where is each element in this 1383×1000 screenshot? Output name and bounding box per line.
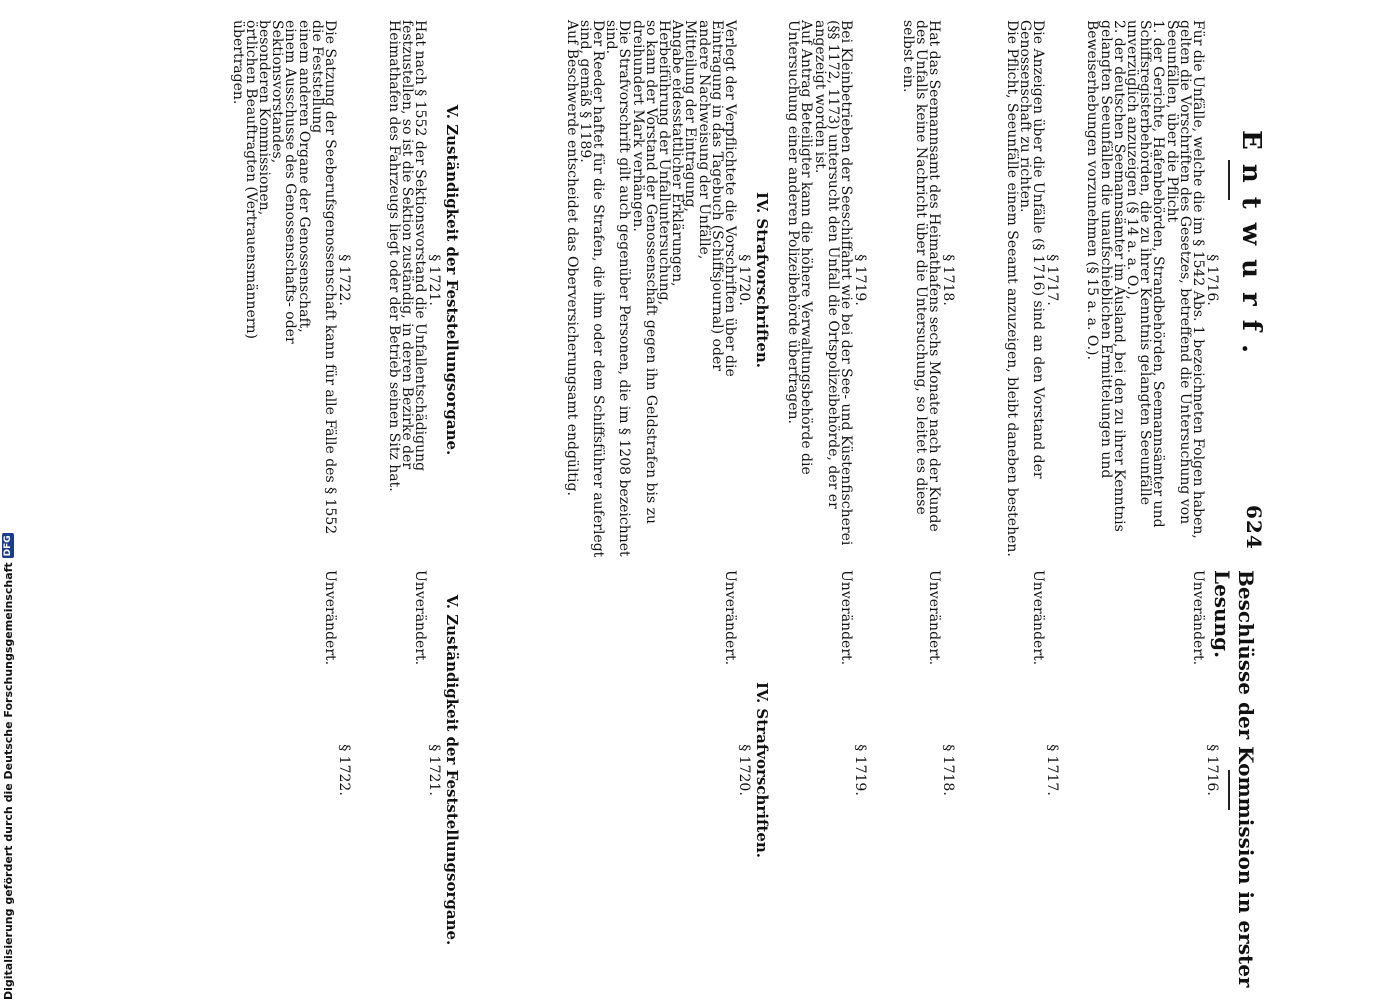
left-s1718-text: Hat das Seemannsamt des Heimathafens sechs Monate nach der Kunde des Unfalls keine Nachricht über die Untersuchung, so leitet es diese selbst ein. [899,20,942,532]
right-s1721-text: Unverändert. [412,570,428,666]
rotated-document-page [60,0,1280,1000]
right-s1716-title: § 1716. [1204,744,1220,796]
right-iv-title: IV. Strafvorschriften. [753,681,771,859]
right-s1716-text: Unverändert. [1190,570,1206,666]
right-v-title: V. Zuständigkeit der Feststellungsorgane. [443,594,461,946]
left-s1719-title: § 1719. [852,254,868,306]
heading-rule-left [1228,160,1230,200]
left-s1722-text: Die Satzung der Seeberufsgenossenschaft kann für alle Fälle des § 1552 die Feststellung einem anderen Organe der Genossenschaft, einem Ausschusse des Genossenschafts- oder Sektionsvorstandes, besonderen Kommissionen, örtlichen Beauftragten (Vertrauensmännern) übertragen. [229,20,338,535]
right-s1719-title: § 1719. [852,744,868,796]
left-s1721-text: Hat nach § 1552 der Sektionsvorstand die Unfallentschädigung festzustellen, so ist die Sektion zuständig, in deren Bezirke der Heimathafen des Fahrzeugs liegt oder der Betrieb seinen Sitz hat. [385,20,428,492]
right-s1717-title: § 1717. [1044,744,1060,796]
left-s1717-text: Die Anzeigen über die Unfälle (§ 1716) sind an den Vorstand der Genossenschaft zu richten. Die Pflicht, Seeunfälle einem Seeamt anzuzeigen, bleibt daneben bestehen. [1003,20,1046,557]
left-s1718-title: § 1718. [940,254,956,306]
left-s1721-title: § 1721. [426,254,442,306]
left-s1720-title: § 1720. [736,254,752,306]
left-iv-title: IV. Strafvorschriften. [753,191,771,369]
right-s1722-text: Unverändert. [322,570,338,666]
right-s1718-title: § 1718. [940,744,956,796]
left-s1716-text: Für die Unfälle, welche die im § 1542 Abs. 1 bezeichneten Folgen haben, gelten die Vorschriften des Gesetzes, betreffend die Untersuchung von Seeunfällen, über die Pflicht 1. der Gerichte, Hafenbehörden, Strandbehörden, Seemannsämter und Schiffsregisterbehörden, die zu ihrer Kenntnis gelangten Seeunfälle unverzüglich anzuzeigen (§ 14 a. a. O.), 2. der deutschen Seemannsämter im Ausland, bei den zu ihrer Kenntnis gelangten Seeunfällen die unaufschieblichen Ermittelungen und Beweiserhebungen vorzunehmen (§ 15 a. a. O.). [1084,20,1206,539]
digitization-footer [0,0,16,1000]
right-s1722-title: § 1722. [336,744,352,796]
right-s1719-text: Unverändert. [838,570,854,666]
page-number: 624 [1242,505,1266,550]
right-s1717-text: Unverändert. [1030,570,1046,666]
left-s1719-text: Bei Kleinbetrieben der Seeschiffahrt wie bei der See- und Küstenfischerei (§§ 1172, 1173) untersucht den Unfall die Ortspolizeibehörde, der er angezeigt worden ist. Auf Antrag Beteiligter kann die höhere Verwaltungsbehörde die Untersuchung einer anderen Polizeibehörde übertragen. [785,20,854,546]
right-s1718-text: Unverändert. [926,570,942,666]
left-s1716-title: § 1716. [1204,254,1220,306]
right-s1721-title: § 1721. [426,744,442,796]
left-s1720-text: Verlegt der Verpflichtete die Vorschriften über die Eintragung in das Tagebuch (Schiffsjournal) oder andere Nachweisung der Unfälle, Mitteilung der Eintragung, Angabe eidesstattlicher Erklärungen, Herbeiführung der Unfalluntersuchung, so kann der Vorstand der Genossenschaft gegen ihn Geldstrafen bis zu dreihundert Mark verhängen. Die Strafvorschrift gilt auch gegenüber Personen, die im § 1208 bezeichnet sind. Der Reeder haftet für die Strafen, die ihm oder dem Schiffsführer auferlegt sind, gemäß § 1189. Auf Beschwerde entscheidet das Oberversicherungsamt endgültig. [563,20,738,558]
right-s1720-text: Unverändert. [722,570,738,666]
left-s1722-title: § 1722. [336,254,352,306]
left-v-title: V. Zuständigkeit der Feststellungsorgane. [443,104,461,456]
dfg-logo: DFG [3,535,13,557]
footer-text: Digitalisierung gefördert durch die Deutsche Forschungsgemeinschaft [1,562,15,1000]
heading-kommission: Beschlüsse der Kommission in erster Lesung. [1210,570,1258,988]
heading-rule-right [1228,770,1230,810]
left-s1717-title: § 1717. [1044,254,1060,306]
right-s1720-title: § 1720. [736,744,752,796]
heading-entwurf: Entwurf. [1236,130,1266,368]
